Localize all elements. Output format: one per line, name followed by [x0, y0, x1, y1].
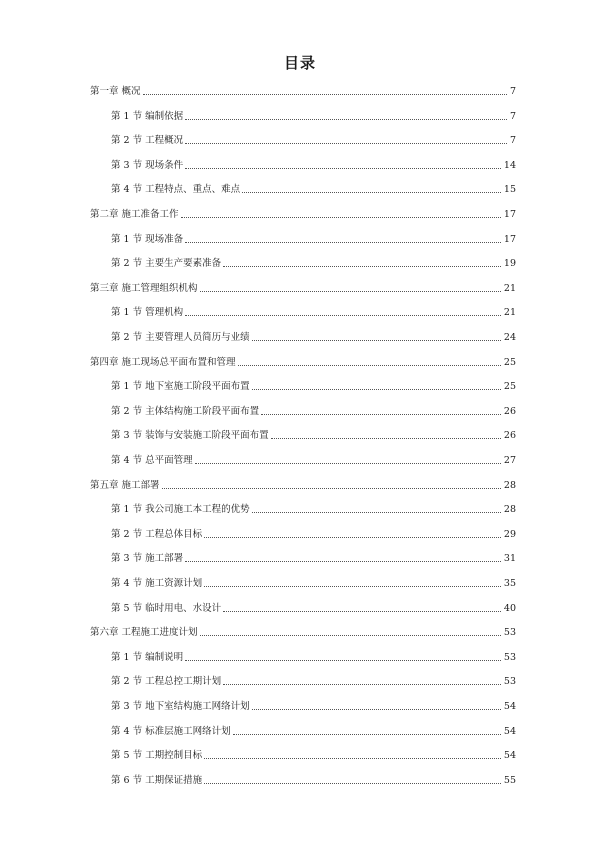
- toc-page-number: 15: [503, 184, 516, 196]
- toc-section-entry[interactable]: [111, 402, 516, 418]
- toc-page-number: 28: [503, 479, 516, 491]
- toc-page-number: 24: [503, 332, 516, 343]
- toc-section-entry[interactable]: [111, 180, 516, 196]
- toc-entry-label: 第 2 节 主要生产要素准备: [111, 258, 222, 270]
- toc-page-number: 21: [503, 282, 516, 294]
- toc-entry-label: 第 6 节 工期保证措施: [111, 774, 203, 786]
- toc-section-entry[interactable]: [111, 549, 516, 565]
- toc-chapter-entry[interactable]: [90, 476, 516, 492]
- toc-entry-label: 第 1 节 管理机构: [111, 307, 184, 319]
- dot-leader: [185, 167, 501, 169]
- toc-page-number: 26: [503, 405, 516, 417]
- dot-leader: [261, 413, 501, 415]
- dot-leader: [185, 314, 501, 316]
- toc-entry-label: 第 1 节 现场准备: [111, 233, 184, 245]
- dot-leader: [238, 364, 501, 366]
- toc-section-entry[interactable]: [111, 500, 516, 516]
- toc-entry-label: 第 1 节 编制依据: [111, 110, 184, 122]
- dot-leader: [204, 585, 501, 587]
- toc-page-number: 54: [503, 725, 516, 737]
- toc-entry-label: 第 1 节 我公司施工本工程的优势: [111, 504, 250, 516]
- toc-section-entry[interactable]: [111, 722, 516, 738]
- dot-leader: [162, 487, 501, 489]
- dot-leader: [204, 782, 501, 784]
- toc-entry-label: 第 2 节 工程总控工期计划: [111, 676, 222, 688]
- toc-entry-label: 第 2 节 工程概况: [111, 135, 184, 147]
- toc-chapter-entry[interactable]: [90, 82, 516, 98]
- toc-section-entry[interactable]: [111, 303, 516, 319]
- toc-section-entry[interactable]: [111, 648, 516, 664]
- toc-section-entry[interactable]: [111, 697, 516, 713]
- toc-entry-label: 第 4 节 施工资源计划: [111, 578, 203, 589]
- toc-chapter-entry[interactable]: [90, 279, 516, 295]
- toc-page-number: 31: [503, 553, 516, 565]
- toc-entry-label: 第 2 节 主体结构施工阶段平面布置: [111, 405, 260, 417]
- toc-entry-label: 第 1 节 编制说明: [111, 651, 184, 663]
- toc-entry-label: 第 3 节 现场条件: [111, 159, 184, 171]
- dot-leader: [223, 265, 501, 267]
- toc-entry-label: 第 4 节 总平面管理: [111, 455, 193, 466]
- toc-page-number: 19: [503, 258, 516, 270]
- toc-chapter-entry[interactable]: [90, 353, 516, 369]
- toc-section-entry[interactable]: [111, 525, 516, 541]
- dot-leader: [204, 536, 501, 538]
- dot-leader: [200, 290, 501, 292]
- dot-leader: [223, 610, 501, 612]
- toc-page-number: 29: [503, 528, 516, 540]
- dot-leader: [252, 339, 501, 341]
- toc-entry-label: 第 5 节 临时用电、水设计: [111, 602, 222, 614]
- toc-entry-label: 第 1 节 地下室施工阶段平面布置: [111, 381, 250, 393]
- toc-section-entry[interactable]: [111, 107, 516, 123]
- toc-chapter-entry[interactable]: [90, 205, 516, 221]
- toc-page-number: 21: [503, 307, 516, 319]
- toc-page-number: 27: [503, 455, 516, 466]
- toc-entry-label: 第 2 节 主要管理人员简历与业绩: [111, 332, 250, 343]
- toc-page-number: 28: [503, 504, 516, 516]
- toc-page-number: 7: [509, 86, 516, 97]
- toc-entry-label: 第五章 施工部署: [90, 479, 160, 491]
- toc-page-number: 54: [503, 701, 516, 712]
- toc-page-number: 53: [503, 676, 516, 688]
- toc-entry-label: 第 4 节 标准层施工网络计划: [111, 725, 231, 737]
- dot-leader: [143, 93, 507, 95]
- toc-section-entry[interactable]: [111, 230, 516, 246]
- toc-page-number: 7: [509, 135, 516, 147]
- toc-title: 目录: [283, 54, 316, 72]
- toc-page-number: 53: [503, 651, 516, 663]
- toc-page-number: 26: [503, 430, 516, 442]
- toc-entry-label: 第 2 节 工程总体目标: [111, 528, 203, 540]
- toc-entry-label: 第一章 概况: [90, 86, 141, 97]
- toc-page-number: 40: [503, 602, 516, 614]
- dot-leader: [233, 733, 501, 735]
- toc-entry-label: 第二章 施工准备工作: [90, 209, 179, 220]
- dot-leader: [252, 511, 501, 513]
- toc-page-number: 17: [503, 233, 516, 245]
- toc-page-number: 54: [503, 750, 516, 762]
- toc-section-entry[interactable]: [111, 746, 516, 762]
- toc-section-entry[interactable]: [111, 377, 516, 393]
- toc-section-entry[interactable]: [111, 426, 516, 442]
- toc-entry-label: 第 3 节 地下室结构施工网络计划: [111, 701, 250, 712]
- dot-leader: [252, 708, 501, 710]
- toc-page-number: 53: [503, 627, 516, 639]
- toc-section-entry[interactable]: [111, 599, 516, 615]
- toc-page-number: 25: [503, 356, 516, 368]
- toc-entry-label: 第六章 工程施工进度计划: [90, 627, 198, 639]
- toc-entry-label: 第 3 节 施工部署: [111, 553, 184, 565]
- toc-page-number: 25: [503, 381, 516, 393]
- toc-chapter-entry[interactable]: [90, 623, 516, 639]
- toc-entry-label: 第四章 施工现场总平面布置和管理: [90, 356, 236, 368]
- toc-section-entry[interactable]: [111, 131, 516, 147]
- toc-entry-label: 第三章 施工管理组织机构: [90, 282, 198, 294]
- toc-section-entry[interactable]: [111, 672, 516, 688]
- toc-section-entry[interactable]: [111, 574, 516, 590]
- toc-entry-label: 第 5 节 工期控制目标: [111, 750, 203, 762]
- toc-section-entry[interactable]: [111, 328, 516, 344]
- dot-leader: [185, 241, 501, 243]
- toc-page-number: 14: [503, 159, 516, 171]
- toc-page-number: 35: [503, 578, 516, 589]
- dot-leader: [195, 462, 501, 464]
- dot-leader: [200, 634, 501, 636]
- toc-entry-label: 第 3 节 装饰与安装施工阶段平面布置: [111, 430, 269, 442]
- toc-page-number: 17: [503, 209, 516, 220]
- dot-leader: [223, 683, 501, 685]
- dot-leader: [252, 388, 501, 390]
- toc-entry-label: 第 4 节 工程特点、重点、难点: [111, 184, 241, 196]
- dot-leader: [185, 659, 501, 661]
- dot-leader: [185, 142, 507, 144]
- dot-leader: [185, 118, 507, 120]
- toc-page-number: 55: [503, 774, 516, 786]
- toc-section-entry[interactable]: [111, 254, 516, 270]
- dot-leader: [271, 437, 501, 439]
- dot-leader: [185, 560, 501, 562]
- toc-page-number: 7: [509, 110, 516, 122]
- toc-section-entry[interactable]: [111, 451, 516, 467]
- dot-leader: [181, 216, 501, 218]
- toc-section-entry[interactable]: [111, 156, 516, 172]
- dot-leader: [242, 191, 501, 193]
- toc-section-entry[interactable]: [111, 771, 516, 787]
- dot-leader: [204, 757, 501, 759]
